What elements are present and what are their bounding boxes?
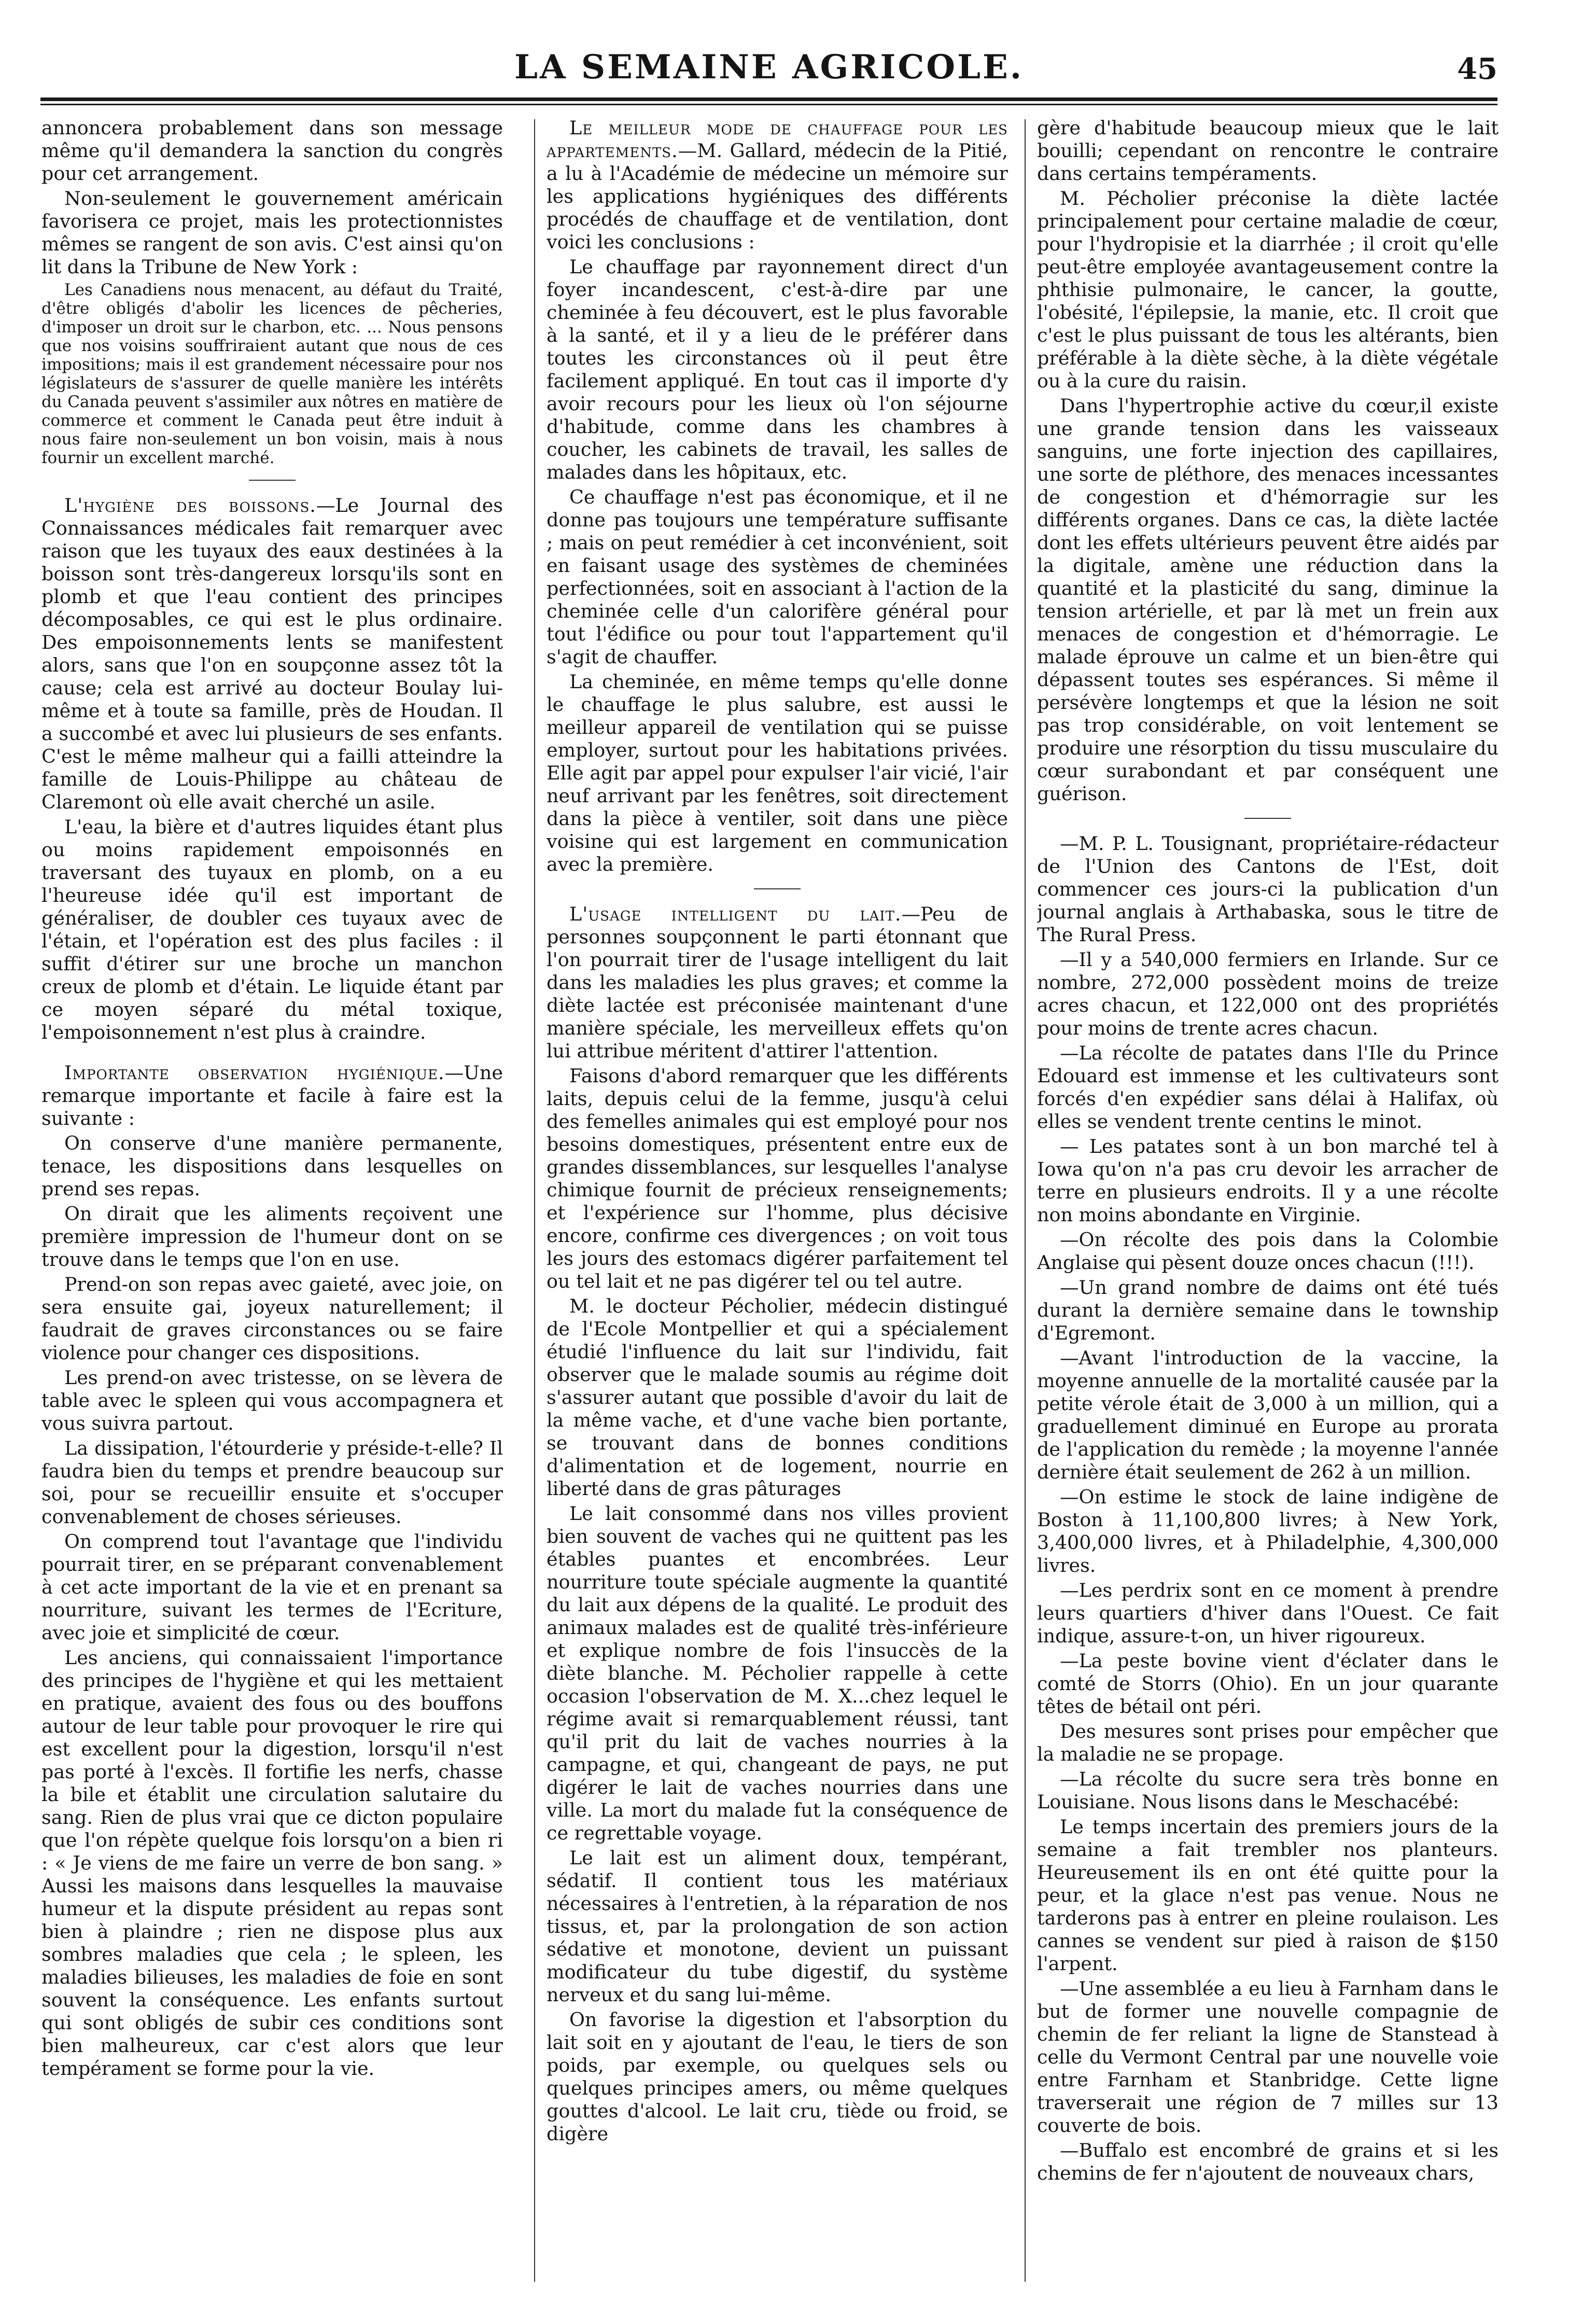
news-item: —Un grand nombre de daims ont été tués durant la dernière semaine dans le township d'Egremont. xyxy=(1037,1276,1499,1344)
article-paragraph: Le lait consommé dans nos villes provient bien souvent de vaches qui ne quittent pas les étables puantes et encombrées. Leur nourriture toute spéciale augmente la quantité du lait aux dépens de la qualité. Le produit des animaux malades est de qualité très-inférieure et explique nombre de fois l'insuccès de la diète blanche. M. Pécholier rappelle à cette occasion l'observation de M. X...chez lequel le régime avait si remarquablement réussi, tant qu'il prit du lait de vaches nourries à la campagne, et qui, changeant de pays, ne put digérer le lait de vaches nourries dans une ville. La mort du malade fut la conséquence de ce regrettable voyage. xyxy=(547,1502,1008,1844)
news-item: —Une assemblée a eu lieu à Farnham dans le but de former une nouvelle compagnie de chemin de fer reliant la ligne de Stanstead à celle du Vermont Central par une nouvelle voie entre Farnham et Stanbridge. Cette ligne traverserait une région de 7 milles sur 13 couverte de bois. xyxy=(1037,1977,1499,2137)
section-heading: Le meilleur mode de chauffage pour les appartements. xyxy=(547,117,1008,162)
column-divider-1 xyxy=(534,119,535,2282)
article-paragraph: La dissipation, l'étourderie y préside-t-elle? Il faudra bien du temps et prendre beaucoup sur soi, pour se recueillir ensuite et s'occuper convenablement de choses sérieuses. xyxy=(41,1437,503,1528)
column-3 xyxy=(1037,117,1499,2284)
header-rule-thick xyxy=(40,97,1497,101)
news-item: —Il y a 540,000 fermiers en Irlande. Sur ce nombre, 272,000 possèdent moins de treize acres chacun, et 122,000 ont des propriétés pour moins de trente acres chacun. xyxy=(1037,949,1499,1039)
news-item: —La peste bovine vient d'éclater dans le comté de Storrs (Ohio). En un jour quarante têtes de bétail ont péri. xyxy=(1037,1650,1499,1718)
news-item: —Buffalo est encombré de grains et si les chemins de fer n'ajoutent de nouveaux chars, xyxy=(1037,2139,1499,2184)
article-paragraph: Les prend-on avec tristesse, on se lèvera de table avec le spleen qui vous accompagnera et vous suivra partout. xyxy=(41,1366,503,1434)
article-paragraph: Faisons d'abord remarquer que les différents laits, depuis celui de la femme, jusqu'à celui des femelles animales qui est employé pour nos besoins domestiques, présentent entre eux de grandes dissemblances, sur lesquelles l'analyse chimique fournit de précieux renseignements; et l'expérience sur l'homme, plus décisive encore, confirme ces divergences ; on voit tous les jours des estomacs digérer parfaitement tel ou tel lait et ne pas digérer tel ou tel autre. xyxy=(547,1065,1008,1292)
quoted-paragraph: Les Canadiens nous menacent, au défaut du Traité, d'être obligés d'abolir les licences de pêcheries, d'imposer un droit sur le charbon, etc. ... Nous pensons que nos voisins souffriraient autant que nous de ces impositions; mais il est grandement nécessaire pour nos législateurs de s'assurer de quelle manière les intérêts du Canada peuvent s'assimiler aux nôtres en matière de commerce et comment le Canada peut être induit à nous faire non-seulement un bon voisin, mais à nous fournir un excellent marché. xyxy=(41,281,503,467)
article-paragraph: Importante observation hygiénique.—Une remarque importante et facile à faire est la suivante : xyxy=(41,1062,503,1129)
article-paragraph: L'eau, la bière et d'autres liquides étant plus ou moins rapidement empoisonnés en traversant des tuyaux en plomb, on a eu l'heureuse idée qu'il est important de généraliser, de doubler ces tuyaux avec de l'étain, et l'opération est des plus faciles : il suffit d'étirer sur une broche un manchon creux de plomb et d'étain. Le liquide étant par ce moyen séparé du métal toxique, l'empoisonnement n'est plus à craindre. xyxy=(41,816,503,1043)
section-heading: L'usage intelligent du lait. xyxy=(569,903,902,925)
article-paragraph: On conserve d'une manière permanente, tenace, les dispositions dans lesquelles on prend ses repas. xyxy=(41,1132,503,1200)
page-number: 45 xyxy=(1457,52,1497,86)
news-item: —On estime le stock de laine indigène de Boston à 11,100,800 livres; à New York, 3,400,000 livres, et à Philadelphie, 4,300,000 livres. xyxy=(1037,1486,1499,1577)
article-paragraph: Non-seulement le gouvernement américain favorisera ce projet, mais les protectionnistes mêmes se rangent de son avis. C'est ainsi qu'on lit dans la Tribune de New York : xyxy=(41,187,503,278)
page-header xyxy=(40,48,1497,105)
article-paragraph: Dans l'hypertrophie active du cœur,il existe une grande tension dans les vaisseaux sanguins, une forte injection des capillaires, une sorte de pléthore, des menaces incessantes de congestion et d'hémorragie sur les différents organes. Dans ce cas, la diète lactée dont les effets ultérieurs peuvent être aidés par la digitale, amène une réduction dans la quantité et la plasticité du sang, diminue la tension artérielle, et par là met un frein aux menaces de congestion et d'hémorragie. Le malade éprouve un calme et un bien-être qui dépassent toutes ses espérances. Si même il persévère longtemps et que la lésion ne soit pas trop considérable, on voit lentement se produire une résorption du tissu musculaire du cœur surabondant et par conséquent une guérison. xyxy=(1037,395,1499,805)
column-1 xyxy=(41,117,503,2284)
news-item: — Les patates sont à un bon marché tel à Iowa qu'on n'a pas cru devoir les arracher de terre en plusieurs endroits. Il y a une récolte non moins abondante en Virginie. xyxy=(1037,1135,1499,1226)
section-separator xyxy=(249,480,296,481)
header-rule-thin xyxy=(40,104,1497,105)
article-paragraph: L'usage intelligent du lait.—Peu de personnes soupçonnent le parti étonnant que l'on pourrait tirer de l'usage intelligent du lait dans les maladies les plus graves; et comme la diète lactée est préconisée maintenant d'une manière spéciale, les merveilleux effets qu'on lui attribue méritent d'attirer l'attention. xyxy=(547,903,1008,1062)
article-paragraph: On favorise la digestion et l'absorption du lait soit en y ajoutant de l'eau, le tiers de son poids, par exemple, ou quelques sels ou quelques principes amers, ou même quelques gouttes d'alcool. Le lait cru, tiède ou froid, se digère xyxy=(547,2009,1008,2145)
column-divider-2 xyxy=(1025,119,1026,2282)
column-2 xyxy=(547,117,1008,2284)
article-paragraph: M. Pécholier préconise la diète lactée principalement pour certaine maladie de cœur, pour l'hydropisie et la diarrhée ; il croit qu'elle peut-être employée avantageusement contre la phthisie pulmonaire, le cancer, la goutte, l'obésité, l'épilepsie, la manie, etc. Il croit que c'est le plus puissant de tous les altérants, bien préférable à la diète sèche, à la diète végétale ou à la cure du raisin. xyxy=(1037,187,1499,392)
article-paragraph: annoncera probablement dans son message même qu'il demandera la sanction du congrès pour cet arrangement. xyxy=(41,117,503,185)
article-paragraph: L'hygiène des boissons.—Le Journal des Connaissances médicales fait remarquer avec raison que les tuyaux des eaux destinées à la boisson sont très-dangereux lorsqu'ils sont en plomb et que l'eau contient des principes décomposables, ce qui est le plus ordinaire. Des empoisonnements lents se manifestent alors, sans que l'on en soupçonne assez tôt la cause; cela est arrivé au docteur Boulay lui-même et à toute sa famille, près de Houdan. Il a succombé et avec lui plusieurs de ses enfants. C'est le même malheur qui a failli atteindre la famille de Louis-Philippe au château de Claremont où elle avait cherché un asile. xyxy=(41,494,503,813)
masthead-title: LA SEMAINE AGRICOLE. xyxy=(514,48,1024,87)
news-item: Des mesures sont prises pour empêcher que la maladie ne se propage. xyxy=(1037,1720,1499,1765)
article-paragraph: gère d'habitude beaucoup mieux que le lait bouilli; cependant on rencontre le contraire dans certains tempéraments. xyxy=(1037,117,1499,185)
news-item: —La récolte de patates dans l'Ile du Prince Edouard est immense et les cultivateurs sont forcés d'en expédier sans délai à Halifax, où elles se vendent trente centins le minot. xyxy=(1037,1042,1499,1133)
news-item: —Avant l'introduction de la vaccine, la moyenne annuelle de la mortalité causée par la petite vérole était de 3,000 à un million, qui a graduellement diminué en Europe au prorata de l'application du remède ; la moyenne l'année dernière était seulement de 262 à un million. xyxy=(1037,1347,1499,1483)
news-item: —Les perdrix sont en ce moment à prendre leurs quartiers d'hiver dans l'Ouest. Ce fait indique, assure-t-on, un hiver rigoureux. xyxy=(1037,1579,1499,1647)
article-paragraph: On comprend tout l'avantage que l'individu pourrait tirer, en se préparant convenablement à cet acte important de la vie et en prenant sa nourriture, suivant les termes de l'Ecriture, avec joie et simplicité de cœur. xyxy=(41,1530,503,1644)
news-item: —M. P. L. Tousignant, propriétaire-rédacteur de l'Union des Cantons de l'Est, doit commencer ces jours-ci la publication d'un journal anglais à Arthabaska, sous le titre de The Rural Press. xyxy=(1037,832,1499,946)
article-paragraph: On dirait que les aliments reçoivent une première impression de l'humeur dont on se trouve dans le temps que l'on en use. xyxy=(41,1203,503,1271)
article-paragraph: Ce chauffage n'est pas économique, et il ne donne pas toujours une température suffisante ; mais on peut remédier à cet inconvénient, soit en faisant usage des systèmes de cheminées perfectionnées, soit en associant à l'action de la cheminée celle d'un calorifère général pour tout l'édifice ou pour tout l'appartement qu'il s'agit de chauffer. xyxy=(547,486,1008,668)
section-separator xyxy=(754,888,801,889)
news-item: —On récolte des pois dans la Colombie Anglaise qui pèsent douze onces chacun (!!!). xyxy=(1037,1229,1499,1274)
section-separator xyxy=(1244,818,1291,819)
article-paragraph: M. le docteur Pécholier, médecin distingué de l'Ecole Montpellier et qui a spécialement étudié l'influence du lait sur l'individu, fait observer que le malade soumis au régime doit s'assurer autant que possible d'avoir du lait de la même vache, et d'une vache bien portante, se trouvant dans de bonnes conditions d'alimentation et de logement, nourrie en liberté dans de gras pâturages xyxy=(547,1295,1008,1500)
article-paragraph: Prend-on son repas avec gaieté, avec joie, on sera ensuite gai, joyeux naturellement; il faudrait de graves circonstances ou se faire violence pour changer ces dispositions. xyxy=(41,1273,503,1364)
news-item: —La récolte du sucre sera très bonne en Louisiane. Nous lisons dans le Meschacébé: xyxy=(1037,1768,1499,1813)
article-paragraph: Les anciens, qui connaissaient l'importance des principes de l'hygiène et qui les mettaient en pratique, avaient des fous ou des bouffons autour de leur table pour provoquer le rire qui est excellent pour la digestion, lorsqu'il n'est pas porté à l'excès. Il fortifie les nerfs, chasse la bile et établit une circulation salutaire du sang. Rien de plus vrai que ce dicton populaire que l'on répète quelque fois lorsqu'on a bien ri : « Je viens de me faire un verre de bon sang. » Aussi les maisons dans lesquelles la mauvaise humeur et la dispute président au repas sont bien à plaindre ; rien ne dispose plus aux sombres maladies que cela ; le spleen, les maladies bilieuses, les maladies de foie en sont souvent la conséquence. Les enfants surtout qui sont obligés de subir ces conditions sont bien malheureux, car c'est alors que leur tempérament se forme pour la vie. xyxy=(41,1647,503,2080)
article-paragraph: Le lait est un aliment doux, tempérant, sédatif. Il contient tous les matériaux nécessaires à l'entretien, à la réparation de nos tissus, et, par la prolongation de son action sédative et monotone, devient un puissant modificateur du tube digestif, du système nerveux et du sang lui-même. xyxy=(547,1847,1008,2006)
article-paragraph: Le meilleur mode de chauffage pour les appartements.—M. Gallard, médecin de la Pitié, a lu à l'Académie de médecine un mémoire sur les applications hygiéniques des différents procédés de chauffage et de ventilation, dont voici les conclusions : xyxy=(547,117,1008,253)
article-paragraph: La cheminée, en même temps qu'elle donne le chauffage le plus salubre, est aussi le meilleur appareil de ventilation qui se puisse employer, surtout pour les habitations privées. Elle agit par appel pour expulser l'air vicié, l'air neuf arrivant par les fenêtres, soit directement dans la pièce à ventiler, soit dans une pièce voisine qui est largement en communication avec la première. xyxy=(547,671,1008,875)
article-paragraph: Le chauffage par rayonnement direct d'un foyer incandescent, c'est-à-dire par une cheminée à feu découvert, est le plus favorable à la santé, et il y a lieu de le préférer dans toutes les circonstances où il peut être facilement appliqué. En tout cas il importe d'y avoir recours pour les lieux où l'on séjourne d'habitude, comme dans les chambres à coucher, les cabinets de travail, les salles de malades dans les hôpitaux, etc. xyxy=(547,256,1008,483)
news-item: Le temps incertain des premiers jours de la semaine a fait trembler nos planteurs. Heureusement ils en ont été quitte pour la peur, et la glace n'est pas venue. Nous ne tarderons pas à entrer en pleine roulaison. Les cannes se vendent sur pied à raison de $150 l'arpent. xyxy=(1037,1816,1499,1975)
section-heading: Importante observation hygiénique. xyxy=(64,1062,445,1084)
section-heading: L'hygiène des boissons. xyxy=(64,494,316,517)
